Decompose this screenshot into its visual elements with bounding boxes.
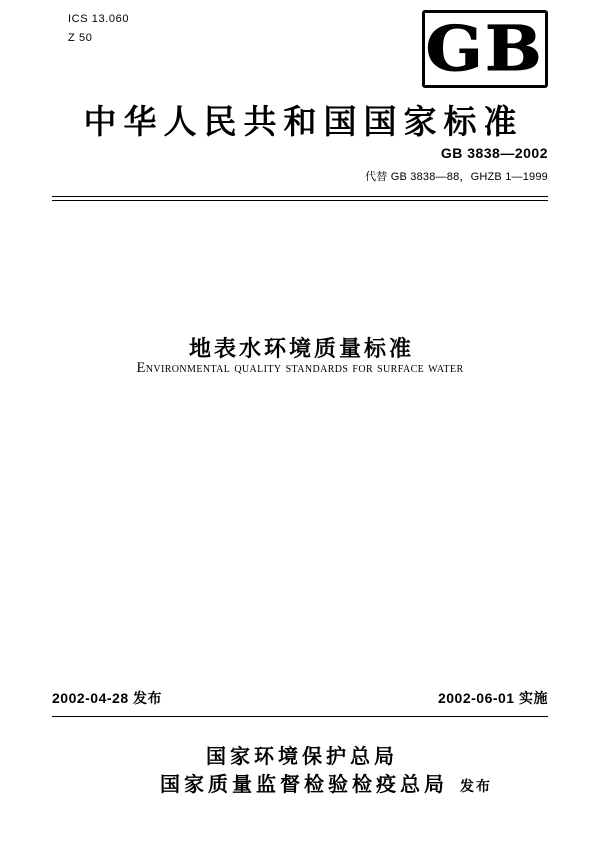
issuer-line-2-wrap (156, 770, 492, 798)
issuer-line-1: 国家环境保护总局 (206, 744, 398, 768)
standard-replaces: 代替 GB 3838—88，GHZB 1—1999 (365, 171, 548, 183)
issue-verb: 发布 (460, 779, 492, 795)
standard-number: GB 3838—2002 (440, 145, 548, 161)
page-title: 中华人民共和国国家标准 (83, 102, 524, 141)
ics-block (68, 10, 129, 48)
gb-logo-text: GB (425, 12, 545, 85)
gb-logo (422, 10, 548, 88)
effective-date: 2002-06-01 实施 (437, 690, 548, 706)
ics-code: ICS 13.060 (68, 13, 130, 25)
issuer-line-2: 国家质量监督检验检疫总局 (160, 772, 448, 796)
issue-date: 2002-04-28 发布 (52, 690, 163, 706)
issuing-authorities (0, 742, 600, 798)
subject-title-english: Environmental quality standards for surface water (136, 360, 464, 376)
divider-bottom (52, 716, 548, 717)
classification-code: Z 50 (68, 32, 93, 44)
divider-top (52, 196, 548, 197)
subject-title-chinese: 地表水环境质量标准 (188, 337, 414, 362)
divider-top-secondary (52, 200, 548, 201)
